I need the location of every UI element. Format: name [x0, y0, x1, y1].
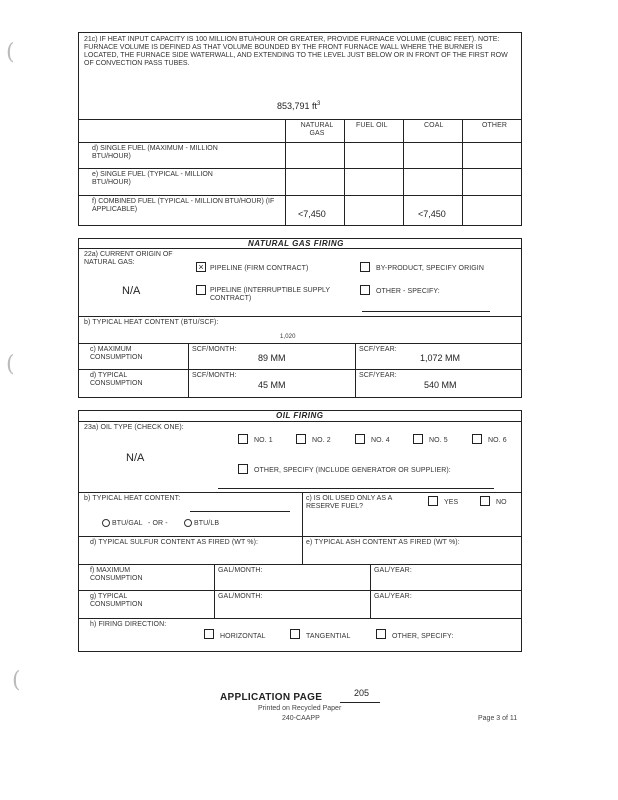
gas-typical-consumption-label: d) TYPICAL CONSUMPTION [90, 372, 143, 387]
oil-other-line[interactable] [218, 488, 494, 489]
reserve-yes-checkbox[interactable] [428, 496, 438, 506]
btu-lb-label: BTU/LB [194, 520, 220, 527]
gas-other-line[interactable] [362, 311, 490, 312]
furnace-volume-value: 853,791 $ft^3$ [277, 101, 321, 111]
sulfur-content-label: d) TYPICAL SULFUR CONTENT AS FIRED (WT %): [90, 539, 259, 546]
gas-origin-label: 22a) CURRENT ORIGIN OF NATURAL GAS: [84, 251, 173, 266]
gas-max-consumption-label: c) MAXIMUM CONSUMPTION [90, 346, 143, 361]
gas-other-label: OTHER - SPECIFY: [376, 288, 440, 295]
byproduct-checkbox[interactable] [360, 262, 370, 272]
gas-na: N/A [122, 285, 141, 297]
oil-other-checkbox[interactable] [238, 464, 248, 474]
firing-other-checkbox[interactable] [376, 629, 386, 639]
gas-max-year-label: SCF/YEAR: [359, 346, 397, 353]
oil-typical-consumption-label: g) TYPICAL CONSUMPTION [90, 593, 143, 608]
page-of: Page 3 of 11 [478, 715, 518, 722]
gas-typ-month-label: SCF/MONTH: [192, 372, 237, 379]
btu-gal-radio[interactable] [102, 519, 110, 527]
combined-natural-gas-value: <7,450 [298, 209, 326, 219]
reserve-yes-label: YES [444, 499, 459, 506]
btu-gal-label: BTU/GAL [112, 520, 143, 527]
oil-firing-title: OIL FIRING [276, 411, 324, 420]
gas-other-checkbox[interactable] [360, 285, 370, 295]
reserve-fuel-label: c) IS OIL USED ONLY AS A RESERVE FUEL? [306, 495, 392, 510]
gas-typ-year-label: SCF/YEAR: [359, 372, 397, 379]
furnace-volume-instruction: 21c) IF HEAT INPUT CAPACITY IS 100 MILLION BTU/HOUR OR GREATER, PROVIDE FURNACE VOLUME (CUBIC FEET). NOTE: FURNACE VOLUME IS DEFINED AS THAT VOLUME BOUNDED BY THE FRONT FURNACE WALL WHERE THE BURNER IS LOCATED, THE FURNACE SIDE WATERWALL, AND EXTENDING TO THE LEVEL JUST BELOW OR IN FRONT OF THE FIRST ROW OF CONVECTION PASS TUBES. [84, 36, 508, 67]
reserve-no-checkbox[interactable] [480, 496, 490, 506]
oil-heat-content-line[interactable] [190, 511, 290, 512]
oil-na: N/A [126, 452, 145, 464]
oil-type-label: 23a) OIL TYPE (CHECK ONE): [84, 424, 184, 431]
tangential-label: TANGENTIAL [306, 633, 351, 640]
natural-gas-title: NATURAL GAS FIRING [248, 239, 344, 248]
oil-max-consumption-label: f) MAXIMUM CONSUMPTION [90, 567, 143, 582]
firing-other-label: OTHER, SPECIFY: [392, 633, 454, 640]
gas-max-month-value: 89 MM [258, 353, 286, 363]
firing-direction-label: h) FIRING DIRECTION: [90, 621, 167, 628]
binder-hole-mark: ( [6, 40, 15, 65]
or-label: - OR - [148, 520, 168, 527]
pipeline-interruptible-label: PIPELINE (INTERRUPTIBLE SUPPLY CONTRACT) [210, 287, 330, 302]
reserve-no-label: NO [496, 499, 507, 506]
oil-typ-year-label: GAL/YEAR: [374, 593, 412, 600]
oil-max-month-label: GAL/MONTH: [218, 567, 263, 574]
combined-coal-value: <7,450 [418, 209, 446, 219]
col-coal: COAL [424, 122, 444, 129]
oil-no6-checkbox[interactable] [472, 434, 482, 444]
recycled-paper-note: Printed on Recycled Paper [258, 705, 342, 712]
oil-no2-label: NO. 2 [312, 437, 331, 444]
oil-no1-label: NO. 1 [254, 437, 273, 444]
ash-content-label: e) TYPICAL ASH CONTENT AS FIRED (WT %): [306, 539, 460, 546]
gas-typ-month-value: 45 MM [258, 380, 286, 390]
gas-heat-content-value: 1,020 [280, 334, 296, 340]
col-natural-gas: NATURAL GAS [300, 122, 334, 137]
binder-hole-mark: ( [12, 668, 21, 693]
oil-other-label: OTHER, SPECIFY (INCLUDE GENERATOR OR SUPPLIER): [254, 467, 451, 474]
oil-no6-label: NO. 6 [488, 437, 507, 444]
horizontal-label: HORIZONTAL [220, 633, 266, 640]
gas-typ-year-value: 540 MM [424, 380, 457, 390]
tangential-checkbox[interactable] [290, 629, 300, 639]
oil-no1-checkbox[interactable] [238, 434, 248, 444]
form-code: 240-CAAPP [282, 715, 320, 722]
col-fuel-oil: FUEL OIL [356, 122, 388, 129]
application-page-label: APPLICATION PAGE [220, 692, 323, 703]
gas-heat-content-label: b) TYPICAL HEAT CONTENT (BTU/SCF): [84, 319, 219, 326]
pipeline-interruptible-checkbox[interactable] [196, 285, 206, 295]
btu-lb-radio[interactable] [184, 519, 192, 527]
oil-no2-checkbox[interactable] [296, 434, 306, 444]
oil-no5-label: NO. 5 [429, 437, 448, 444]
oil-no4-checkbox[interactable] [355, 434, 365, 444]
pipeline-firm-checkbox[interactable]: × [196, 262, 206, 272]
row-single-fuel-max: d) SINGLE FUEL (MAXIMUM - MILLION BTU/HOUR) [92, 145, 218, 160]
gas-max-month-label: SCF/MONTH: [192, 346, 237, 353]
row-combined-fuel: f) COMBINED FUEL (TYPICAL - MILLION BTU/HOUR) (IF APPLICABLE) [92, 198, 275, 213]
byproduct-label: BY-PRODUCT, SPECIFY ORIGIN [376, 265, 485, 272]
oil-no5-checkbox[interactable] [413, 434, 423, 444]
col-other: OTHER [482, 122, 507, 129]
row-single-fuel-typical: e) SINGLE FUEL (TYPICAL - MILLION BTU/HOUR) [92, 171, 213, 186]
oil-max-year-label: GAL/YEAR: [374, 567, 412, 574]
pipeline-firm-label: PIPELINE (FIRM CONTRACT) [210, 265, 309, 272]
oil-no4-label: NO. 4 [371, 437, 390, 444]
oil-typ-month-label: GAL/MONTH: [218, 593, 263, 600]
application-page-number: 205 [354, 688, 370, 698]
horizontal-checkbox[interactable] [204, 629, 214, 639]
binder-hole-mark: ( [6, 352, 15, 377]
gas-max-year-value: 1,072 MM [420, 353, 461, 363]
oil-heat-content-label: b) TYPICAL HEAT CONTENT: [84, 495, 181, 502]
